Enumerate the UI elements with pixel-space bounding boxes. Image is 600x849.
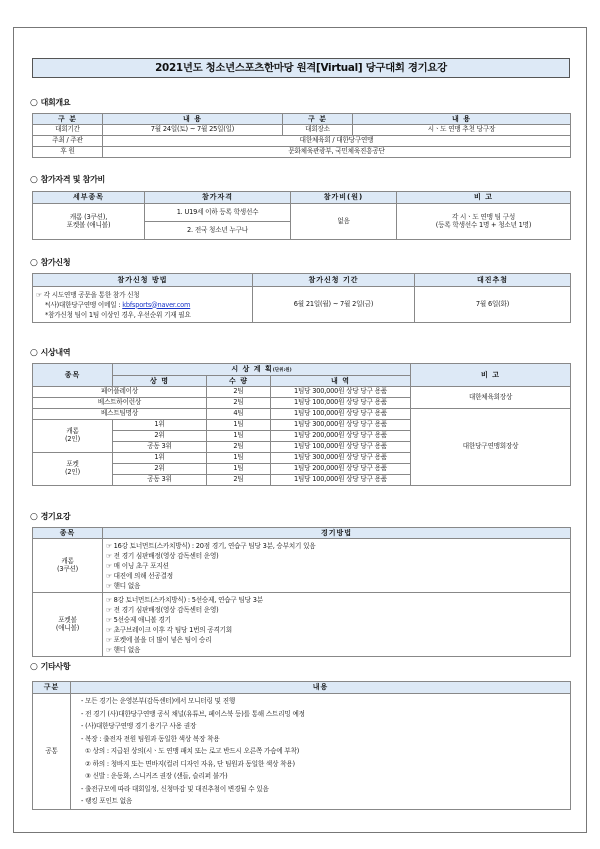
- text: 참가자격 및 참가비: [40, 175, 105, 184]
- text: - 랭킹 포인트 없음: [81, 797, 133, 806]
- table-cell: 1팀: [207, 453, 271, 464]
- text: ☞: [106, 541, 112, 550]
- text: [106, 571, 568, 581]
- sponsor-value: 문화체육관광부, 국민체육진흥공단: [103, 147, 571, 158]
- header-cell: 참가자격: [145, 192, 291, 204]
- venue-label: 대회장소: [283, 125, 353, 136]
- sponsor-label: 후 원: [33, 147, 103, 158]
- table-cell: 1위: [113, 453, 207, 464]
- award-note-2: 대한당구연맹회장상: [411, 409, 571, 486]
- header-cell: [113, 364, 411, 376]
- header-cell: 참가신청 방법: [33, 274, 253, 287]
- text: 경기요강: [40, 512, 71, 521]
- table-cell: 1팀당 100,000원 상당 당구 용품: [271, 398, 411, 409]
- overview-table: [32, 113, 571, 158]
- header-cell: 참가비(원): [291, 192, 397, 204]
- other-list: [71, 694, 571, 810]
- text: ☞: [106, 615, 112, 624]
- draw-date: 7월 6일(화): [415, 287, 571, 323]
- table-cell: 베스트팀명상: [33, 409, 207, 420]
- text: ○: [30, 258, 38, 268]
- text: ☞: [106, 645, 112, 654]
- rules-table: [32, 527, 571, 657]
- page-title: 2021년도 청소년스포츠한마당 원격[Virtual] 당구대회 경기요강: [32, 58, 570, 78]
- text: 포켓에 볼을 더 많이 넣은 팀이 승리: [113, 635, 212, 644]
- text: ① 상의 : 지급된 상의(시ㆍ도 연맹 패치 또는 로고 반드시 오른쪽 가슴에 부착): [85, 747, 300, 756]
- table-cell: 1팀당 100,000원 상당 당구 용품: [271, 409, 411, 420]
- header-cell: 수 량: [207, 376, 271, 387]
- text: ☞: [106, 605, 112, 614]
- table-cell: 2팀: [207, 387, 271, 398]
- text: [106, 635, 568, 645]
- text: - 모든 경기는 운영본부(감독센터)에서 모니터링 및 진행: [81, 697, 236, 706]
- section-other-title: [30, 661, 70, 672]
- table-cell: 1팀당 200,000원 상당 당구 용품: [271, 464, 411, 475]
- award-note-1: 대한체육회장상: [411, 387, 571, 409]
- text: 각 시도연맹 공문을 통한 참가 신청: [43, 290, 140, 299]
- text: [106, 605, 568, 615]
- text: ☞: [106, 625, 112, 634]
- application-period: 6월 21일(월) ~ 7월 2일(금): [253, 287, 415, 323]
- awards-table: [32, 363, 571, 486]
- header-cell: 내 역: [271, 376, 411, 387]
- other-table: [32, 681, 571, 810]
- table-cell: 페어플레이상: [33, 387, 207, 398]
- text: 전 경기 심판배정(영상 감독센터 운영): [113, 551, 219, 560]
- table-cell: 1팀당 200,000원 상당 당구 용품: [271, 431, 411, 442]
- text: *(사)대한당구연맹 이메일 :: [45, 300, 123, 309]
- text: ○: [30, 175, 38, 185]
- text: 대회개요: [40, 98, 71, 107]
- header-cell: 상 명: [113, 376, 207, 387]
- text: [36, 300, 250, 310]
- table-cell: 공동 3위: [113, 475, 207, 486]
- header-cell: 경기방법: [103, 528, 571, 539]
- host-value: 대한체육회 / 대한당구연맹: [103, 136, 571, 147]
- email-link[interactable]: kbfsports@naver.com: [122, 300, 191, 309]
- rules-pocket-list: [103, 593, 571, 657]
- table-cell: 공동 3위: [113, 442, 207, 453]
- text: - (사)대한당구연맹 경기 용기구 사용 권장: [81, 722, 197, 731]
- table-cell: 1위: [113, 420, 207, 431]
- table-row: [33, 387, 571, 398]
- text: ☞: [106, 635, 112, 644]
- table-cell: 2위: [113, 431, 207, 442]
- host-label: 주최 / 주관: [33, 136, 103, 147]
- header-cell: 비 고: [397, 192, 571, 204]
- period-label: 대회기간: [33, 125, 103, 136]
- section-awards-title: [30, 347, 70, 358]
- text: 기타사항: [40, 662, 71, 671]
- header-cell: 내 용: [353, 114, 571, 125]
- text: 16강 토너먼트(스카치방식) : 20점 경기, 연습구 팀당 3분, 승부치기 있음: [113, 541, 316, 550]
- qualification-2: 2. 전국 청소년 누구나: [145, 222, 291, 240]
- header-cell: 대진추첨: [415, 274, 571, 287]
- text: 전 경기 심판배정(영상 감독센터 운영): [113, 605, 219, 614]
- hand-pointer-icon: ☞: [36, 290, 42, 299]
- rules-pocket-label: 포켓볼 (애니볼): [33, 593, 103, 657]
- text: - 전 경기 (사)대한당구연맹 공식 채널(유튜브, 페이스북 등)를 통해 스트리밍 예정: [81, 709, 305, 718]
- text: 초구브레이크 이후 각 팀당 1번의 공격기회: [113, 625, 232, 634]
- eligibility-table: [32, 191, 571, 240]
- eligibility-event: 캐롬 (3쿠션), 포켓볼 (애니볼): [33, 204, 145, 240]
- text: 매 이닝 초구 포지션: [113, 561, 169, 570]
- text: ○: [30, 348, 38, 358]
- entry-fee: 없음: [291, 204, 397, 240]
- text: ☞: [106, 581, 112, 590]
- text: - 출전규모에 따라 대회일정, 신청마감 및 대진추첨이 변경될 수 있음: [81, 784, 269, 793]
- text: ○: [30, 98, 38, 108]
- rules-carom-label: 캐롬 (3쿠션): [33, 539, 103, 593]
- carom-label: 캐롬 (2인): [33, 420, 113, 453]
- header-cell: 종목: [33, 364, 113, 387]
- text: [106, 595, 568, 605]
- header-cell: 참가신청 기간: [253, 274, 415, 287]
- table-cell: 1팀: [207, 431, 271, 442]
- text: 8강 토너먼트(스카치방식) : 5선승제, 연습구 팀당 3분: [113, 595, 263, 604]
- application-method: [33, 287, 253, 323]
- table-cell: 1팀당 100,000원 상당 당구 용품: [271, 442, 411, 453]
- application-table: [32, 273, 571, 323]
- header-cell: 비 고: [411, 364, 571, 387]
- text: ○: [30, 662, 38, 672]
- header-cell: 내용: [71, 682, 571, 694]
- text: [106, 615, 568, 625]
- text: [36, 290, 250, 300]
- text: 시 상 계 획: [231, 365, 273, 374]
- text: (단위:원): [272, 368, 292, 374]
- table-cell: 1팀: [207, 420, 271, 431]
- header-cell: 구 분: [33, 114, 103, 125]
- text: [106, 645, 568, 655]
- header-cell: 구 분: [283, 114, 353, 125]
- text: [106, 541, 568, 551]
- text: [106, 551, 568, 561]
- text: [106, 625, 568, 635]
- text: ☞: [106, 551, 112, 560]
- table-row: [33, 409, 571, 420]
- table-cell: 2위: [113, 464, 207, 475]
- text: [106, 581, 568, 591]
- text: 핸디 없음: [113, 645, 141, 654]
- section-rules-title: [30, 511, 70, 522]
- table-cell: 4팀: [207, 409, 271, 420]
- text: ☞: [106, 561, 112, 570]
- section-application-title: [30, 257, 70, 268]
- text: ② 하의 : 청바지 또는 면바지(컬러 디자인 자유, 단 팀원과 동일한 색상 착용): [85, 759, 295, 768]
- text: 5선승제 애니볼 경기: [113, 615, 171, 624]
- eligibility-note: 각 시ㆍ도 연맹 팀 구성 (등록 학생선수 1명 + 청소년 1명): [397, 204, 571, 240]
- table-cell: 베스트하이런상: [33, 398, 207, 409]
- text: [106, 561, 568, 571]
- text: ③ 신발 : 운동화, 스니커즈 권장 (샌들, 슬리퍼 불가): [85, 772, 228, 781]
- text: *참가신청 팀이 1팀 이상인 경우, 우선순위 기재 필요: [45, 310, 191, 319]
- text: 핸디 없음: [113, 581, 141, 590]
- section-eligibility-title: [30, 174, 105, 185]
- header-cell: 내 용: [103, 114, 283, 125]
- qualification-1: 1. U19세 이하 등록 학생선수: [145, 204, 291, 222]
- table-cell: 1팀: [207, 464, 271, 475]
- table-cell: 1팀당 100,000원 상당 당구 용품: [271, 475, 411, 486]
- table-cell: 2팀: [207, 475, 271, 486]
- pocket-label: 포켓 (2인): [33, 453, 113, 486]
- text: 시상내역: [40, 348, 71, 357]
- venue-value: 시ㆍ도 연맹 추천 당구장: [353, 125, 571, 136]
- header-cell: 종목: [33, 528, 103, 539]
- other-label: 공통: [33, 694, 71, 810]
- rules-carom-list: [103, 539, 571, 593]
- text: 대진에 의해 선공결정: [113, 571, 173, 580]
- header-cell: 구분: [33, 682, 71, 694]
- text: - 복장 : 출전자 전원 팀원과 동일한 색상 복장 착용: [81, 734, 220, 743]
- table-cell: 2팀: [207, 442, 271, 453]
- text: ○: [30, 512, 38, 522]
- period-value: 7월 24일(토) ~ 7월 25일(일): [103, 125, 283, 136]
- table-cell: 1팀당 300,000원 상당 당구 용품: [271, 453, 411, 464]
- header-cell: 세부종목: [33, 192, 145, 204]
- text: 참가신청: [40, 258, 71, 267]
- text: ☞: [106, 595, 112, 604]
- section-overview-title: [30, 97, 70, 108]
- table-cell: 2팀: [207, 398, 271, 409]
- text: ☞: [106, 571, 112, 580]
- table-cell: 1팀당 300,000원 상당 당구 용품: [271, 420, 411, 431]
- table-cell: 1팀당 300,000원 상당 당구 용품: [271, 387, 411, 398]
